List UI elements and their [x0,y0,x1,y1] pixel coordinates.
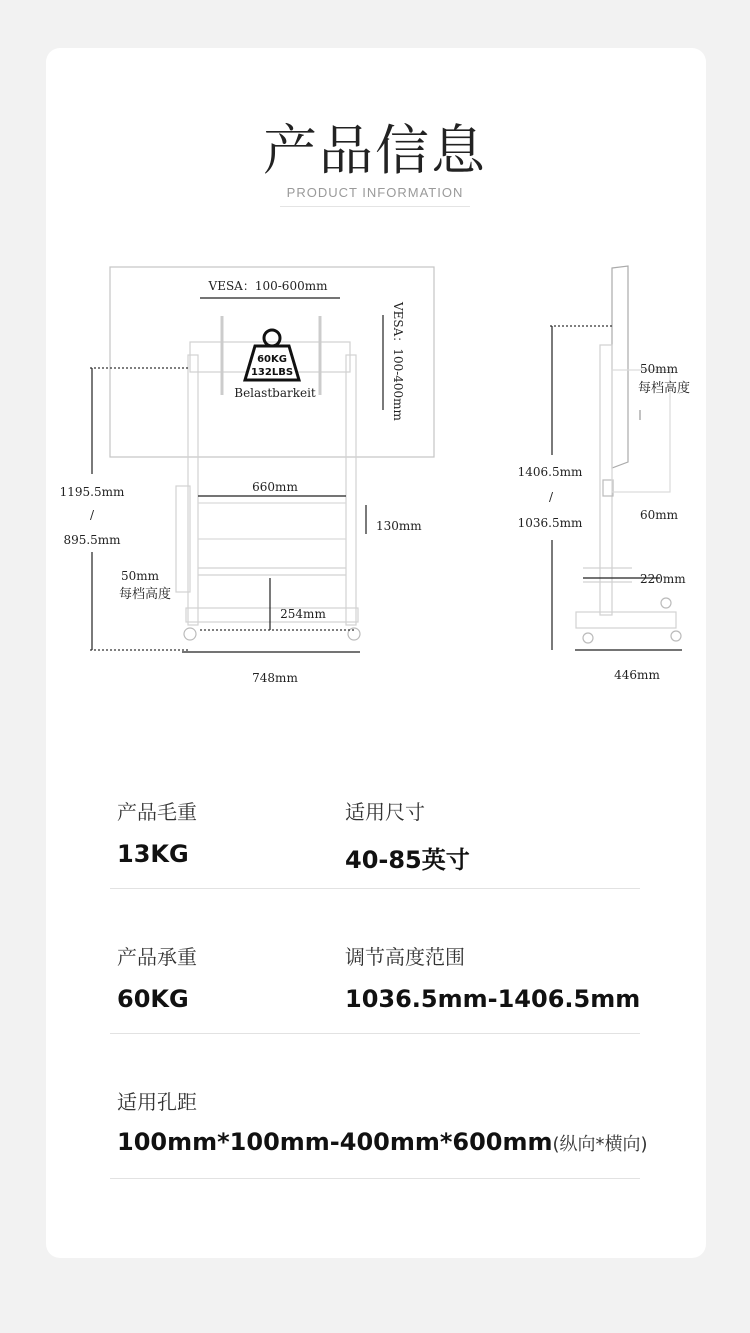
base-depth-label: 446mm [614,668,660,682]
side-height-max: 1406.5mm [517,465,583,479]
spec-label-vesa-pattern: 适用孔距 [117,1090,197,1114]
side-view-drawing [550,266,682,650]
side-step-value: 50mm [640,362,679,376]
spec-label-load-capacity: 产品承重 [117,945,197,969]
spec-value-gross-weight: 13KG [117,840,189,868]
spec-divider [110,1033,640,1034]
bottom-clearance-label: 254mm [280,607,326,621]
front-height-separator: / [89,508,95,522]
front-step-label: 每档高度 [118,587,172,602]
spec-divider [110,1178,640,1179]
side-height-separator: / [548,490,554,504]
spec-value-load-capacity: 60KG [117,985,189,1013]
capacity-label: Belastbarkeit [234,386,316,400]
front-height-min: 895.5mm [63,533,121,547]
base-width-label: 748mm [252,671,298,685]
badge-weight-lbs: 132LBS [250,367,294,378]
spec-label-height-range: 调节高度范围 [345,945,465,969]
front-height-max: 1195.5mm [59,485,125,499]
side-height-min: 1036.5mm [517,516,583,530]
spec-divider [110,888,640,889]
page-subtitle: PRODUCT INFORMATION [286,185,464,200]
spec-value-screen-size: 40-85英寸 [345,846,470,874]
column-width-label: 60mm [640,508,679,522]
spec-value-vesa-pattern [117,1128,648,1156]
vesa-horizontal-label: VESA：100-600mm [208,279,328,293]
spec-label-gross-weight: 产品毛重 [117,800,197,824]
badge-weight-kg: 60KG [257,354,287,365]
spec-vesa-value: 100mm*100mm-400mm*600mm [117,1128,553,1156]
side-step-label: 每档高度 [638,381,691,396]
spec-value-height-range: 1036.5mm-1406.5mm [345,985,641,1013]
shelf-width-label: 660mm [252,480,298,494]
page-title: 产品信息 [263,119,487,182]
spec-label-screen-size: 适用尺寸 [345,800,425,824]
shelf-depth-label: 220mm [640,572,686,586]
spec-vesa-note: (纵向*横向) [552,1134,648,1155]
shelf-height-label: 130mm [376,519,422,533]
vesa-vertical-label: VESA：100-400mm [391,302,405,421]
front-step-value: 50mm [120,569,160,583]
